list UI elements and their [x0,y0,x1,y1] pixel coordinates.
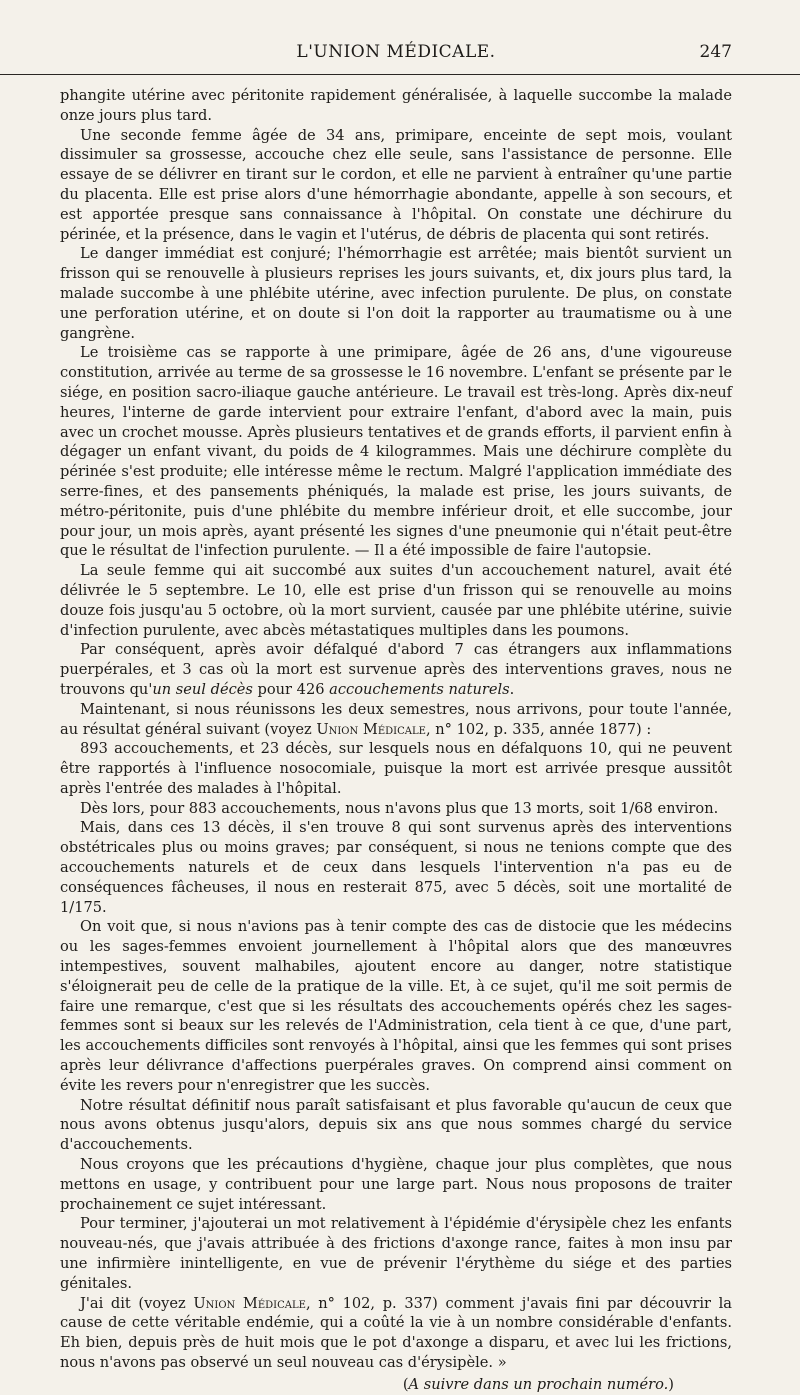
paragraph-p14 [60,1214,732,1293]
paragraph-p15 [60,1294,732,1373]
text-segment: accouchements naturels [329,680,510,698]
text-segment: Pour terminer, j'ajouterai un mot relativement à l'épidémie d'érysipèle chez les enfants nouveau-nés, que j'avais attribuée à des frictions d'axonge rance, faites à mon insu par une infirmière inintelligente, en vue de prévenir l'érythème du siége et des parties génitales. [60,1215,732,1292]
article-body [60,86,732,1395]
continuation-note [60,1375,732,1395]
header-rule [0,74,800,75]
paragraph-p2 [60,126,732,245]
note-close-paren: ) [668,1375,674,1393]
text-segment: . [509,680,515,698]
paragraph-p12 [60,1096,732,1155]
paragraph-p1 [60,86,732,126]
text-segment: , n° 102, p. 337) comment j'avais fini par découvrir la cause de cette véritable endémie, qui a coûté la vie à un nombre considérable d'enfants. Eh bien, depuis près de huit mois que le pot d'axonge a disparu, et avec lui les frictions, nous n'avons pas observé un seul nouveau cas d'érysipèle. » [60,1294,732,1371]
paragraph-p4 [60,343,732,561]
text-segment: Maintenant, si nous réunissons les deux semestres, nous arrivons, pour toute l'année, au résultat général suivant (voyez [60,700,732,738]
text-segment: pour 426 [252,680,330,698]
text-segment: Union Médicale [316,720,426,738]
note-open-paren: ( [402,1375,409,1393]
text-segment: Dès lors, pour 883 accouchements, nous n'avons plus que 13 morts, soit 1/68 environ. [80,799,719,817]
text-segment: Le danger immédiat est conjuré; l'hémorrhagie est arrêtée; mais bientôt survient un frisson qui se renouvelle à plusieurs reprises les jours suivants, et, dix jours plus tard, la malade succombe à une phlébite utérine, avec infection purulente. De plus, on constate une perforation utérine, et on doute si l'on doit la rapporter au traumatisme ou à une gangrène. [60,245,732,342]
paragraph-p6 [60,640,732,699]
text-segment: Le troisième cas se rapporte à une primipare, âgée de 26 ans, d'une vigoureuse constitution, arrivée au terme de sa grossesse le 16 novembre. L'enfant se présente par le siége, en position sacro-iliaque gauche antérieure. Le travail est très-long. Après dix-neuf heures, l'interne de garde intervient pour extraire l'enfant, d'abord avec la main, puis avec un crochet mousse. Après plusieurs tentatives et de grands efforts, il parvient enfin à dégager un enfant vivant, du poids de 4 kilogrammes. Mais une déchirure complète du périnée s'est produite; elle intéresse même le rectum. Malgré l'application immédiate des serre-fines, et des pansements phéniqués, la malade est prise, les jours suivants, de métro-péritonite, puis d'une phlébite du membre inférieur droit, et elle succombe, jour pour jour, un mois après, ayant présenté les signes d'une pneumonie qui n'était peut-être que le résultat de l'infection purulente. — Il a été impossible de faire l'autopsie. [60,344,732,560]
paragraph-p11 [60,917,732,1095]
text-segment: phangite utérine avec péritonite rapidement généralisée, à laquelle succombe la malade onze jours plus tard. [60,87,732,124]
text-segment: Mais, dans ces 13 décès, il s'en trouve 8 qui sont survenus après des interventions obstétricales plus ou moins graves; par conséquent, si nous ne tenions compte que des accouchements naturels et de ceux dans lesquels l'intervention n'a pas eu de conséquences fâcheuses, il nous en resterait 875, avec 5 décès, soit une mortalité de 1/175. [60,819,732,916]
paragraph-p7 [60,700,732,740]
paragraph-p9 [60,799,732,819]
text-segment: Notre résultat définitif nous paraît satisfaisant et plus favorable qu'aucun de ceux que nous avons obtenus jusqu'alors, depuis six ans que nous sommes chargé du service d'accouchements. [60,1096,732,1154]
text-segment: Union Médicale [193,1294,306,1312]
text-segment: 893 accouchements, et 23 décès, sur lesquels nous en défalquons 10, qui ne peuvent être rapportés à l'influence nosocomiale, puisque la mort est arrivée presque aussitôt après l'entrée des malades à l'hôpital. [60,740,732,797]
paragraph-p13 [60,1155,732,1214]
text-segment: un seul décès [152,680,253,698]
text-segment: J'ai dit (voyez [80,1294,194,1312]
paragraph-p5 [60,561,732,640]
text-segment: On voit que, si nous n'avions pas à tenir compte des cas de distocie que les médecins ou les sages-femmes envoient journellement à l'hôpital alors que des manœuvres intempestives, souvent malhabiles, ajoutent encore au danger, notre statistique s'éloignerait peu de celle de la pratique de la ville. Et, à ce sujet, qu'il me soit permis de faire une remarque, c'est que si les résultats des accouchements opérés chez les sages-femmes sont si beaux sur les relevés de l'Administration, cela tient à ce que, d'une part, les accouchements difficiles sont renvoyés à l'hôpital, ainsi que les femmes qui sont prises après leur délivrance d'affections puerpérales graves. On comprend ainsi comment on évite les revers pour n'enregistrer que les succès. [60,918,732,1094]
text-segment: Par conséquent, après avoir défalqué d'abord 7 cas étrangers aux inflammations puerpérales, et 3 cas où la mort est survenue après des interventions graves, nous ne trouvons qu' [60,641,732,698]
paragraph-list [60,86,732,1373]
page-header [60,0,732,72]
text-segment: Une seconde femme âgée de 34 ans, primipare, enceinte de sept mois, voulant dissimuler sa grossesse, accouche chez elle seule, sans l'assistance de personne. Elle essaye de se délivrer en tirant sur le cordon, et elle ne parvient à entraîner qu'une partie du placenta. Elle est prise alors d'une hémorrhagie abondante, appelle à son secours, et est apportée presque sans connaissance à l'hôpital. On constate une déchirure du périnée, et la présence, dans le vagin et l'utérus, de débris de placenta qui sont retirés. [60,126,732,243]
text-segment: , n° 102, p. 335, année 1877) : [425,720,652,738]
paragraph-p8 [60,739,732,798]
paragraph-p3 [60,244,732,343]
paragraph-p10 [60,818,732,917]
text-segment: Nous croyons que les précautions d'hygiène, chaque jour plus complètes, que nous mettons en usage, y contribuent pour une large part. Nous nous proposons de traiter prochainement ce sujet intéressant. [60,1156,732,1213]
note-text: A suivre dans un prochain numéro. [408,1375,669,1393]
page-number: 247 [699,42,732,62]
text-segment: La seule femme qui ait succombé aux suites d'un accouchement naturel, avait été délivrée le 5 septembre. Le 10, elle est prise d'un frisson qui se renouvelle au moins douze fois jusqu'au 5 octobre, où la mort survient, causée par une phlébite utérine, suivie d'infection purulente, avec abcès métastatiques multiples dans les poumons. [60,562,732,639]
journal-title: L'UNION MÉDICALE. [296,42,496,62]
